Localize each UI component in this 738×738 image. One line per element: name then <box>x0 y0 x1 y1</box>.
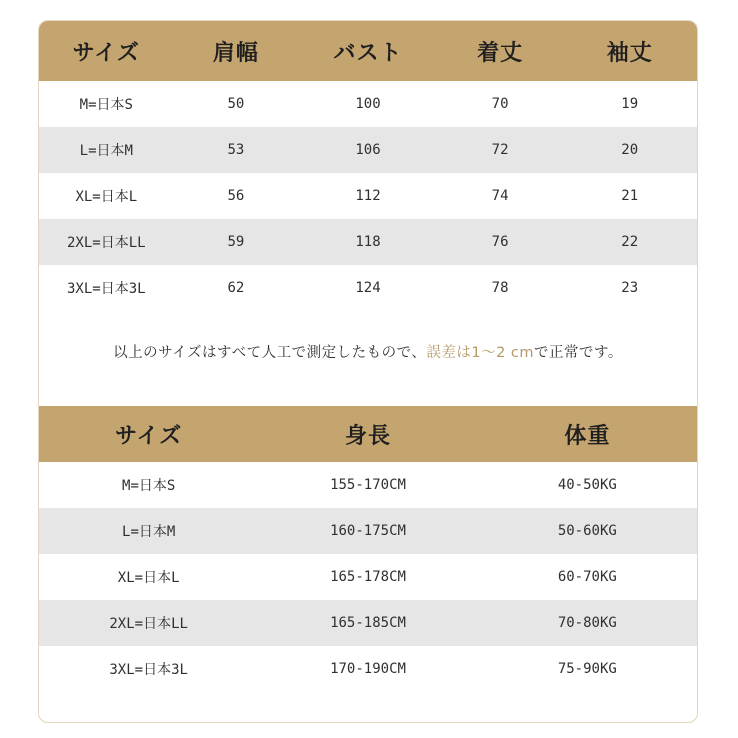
cell-size: XL=日本L <box>75 189 138 205</box>
table-row <box>39 646 697 692</box>
size-chart-card <box>38 20 698 723</box>
note-highlight: 誤差は1～2 cm <box>426 345 535 361</box>
cell-size: XL=日本L <box>117 570 180 586</box>
header-length: 着丈 <box>477 40 524 66</box>
header-bust: バスト <box>333 40 403 66</box>
table-row <box>39 554 697 600</box>
table-row <box>39 219 697 265</box>
cell-sleeve: 23 <box>621 280 639 296</box>
cell-shoulder: 50 <box>227 96 245 112</box>
cell-shoulder: 53 <box>227 142 245 158</box>
table-row <box>39 600 697 646</box>
cell-bust: 112 <box>355 188 381 204</box>
cell-sleeve: 20 <box>621 142 639 158</box>
cell-length: 70 <box>491 96 509 112</box>
cell-weight: 75-90KG <box>557 661 617 677</box>
cell-sleeve: 22 <box>621 234 639 250</box>
cell-height: 165-178CM <box>330 569 406 585</box>
header-weight: 体重 <box>564 423 611 449</box>
measurement-note <box>39 341 697 362</box>
header-size: サイズ <box>72 40 140 66</box>
cell-weight: 50-60KG <box>557 523 617 539</box>
cell-length: 76 <box>491 234 509 250</box>
cell-height: 160-175CM <box>330 523 406 539</box>
cell-shoulder: 59 <box>227 234 245 250</box>
cell-sleeve: 21 <box>621 188 639 204</box>
header-height: 身長 <box>344 423 391 449</box>
cell-height: 170-190CM <box>330 661 406 677</box>
cell-size: M=日本S <box>122 478 176 494</box>
table-row <box>39 508 697 554</box>
table-row <box>39 265 697 311</box>
cell-size: 2XL=日本LL <box>109 616 188 632</box>
table2-header <box>39 406 697 462</box>
cell-bust: 100 <box>355 96 381 112</box>
cell-length: 74 <box>491 188 509 204</box>
cell-weight: 40-50KG <box>557 477 617 493</box>
table-row <box>39 173 697 219</box>
table-row <box>39 81 697 127</box>
cell-size: L=日本M <box>122 524 176 540</box>
table-row <box>39 127 697 173</box>
header-sleeve: 袖丈 <box>606 40 653 66</box>
cell-shoulder: 56 <box>227 188 245 204</box>
cell-length: 78 <box>491 280 509 296</box>
cell-height: 165-185CM <box>330 615 406 631</box>
header-shoulder: 肩幅 <box>212 40 259 66</box>
cell-bust: 124 <box>355 280 381 296</box>
cell-size: 3XL=日本3L <box>67 281 146 297</box>
cell-length: 72 <box>491 142 509 158</box>
cell-size: 2XL=日本LL <box>67 235 146 251</box>
note-text-before: 以上のサイズはすべて人工で測定したもので、 <box>113 345 427 361</box>
cell-weight: 70-80KG <box>557 615 617 631</box>
cell-bust: 118 <box>355 234 381 250</box>
cell-sleeve: 19 <box>621 96 639 112</box>
cell-shoulder: 62 <box>227 280 245 296</box>
cell-weight: 60-70KG <box>557 569 617 585</box>
cell-bust: 106 <box>355 142 381 158</box>
table-row <box>39 462 697 508</box>
note-text-after: で正常です。 <box>534 345 623 361</box>
cell-size: 3XL=日本3L <box>109 662 188 678</box>
table1-header <box>39 21 697 81</box>
cell-height: 155-170CM <box>330 477 406 493</box>
cell-size: M=日本S <box>79 97 133 113</box>
cell-size: L=日本M <box>79 143 133 159</box>
header-size: サイズ <box>115 423 183 449</box>
